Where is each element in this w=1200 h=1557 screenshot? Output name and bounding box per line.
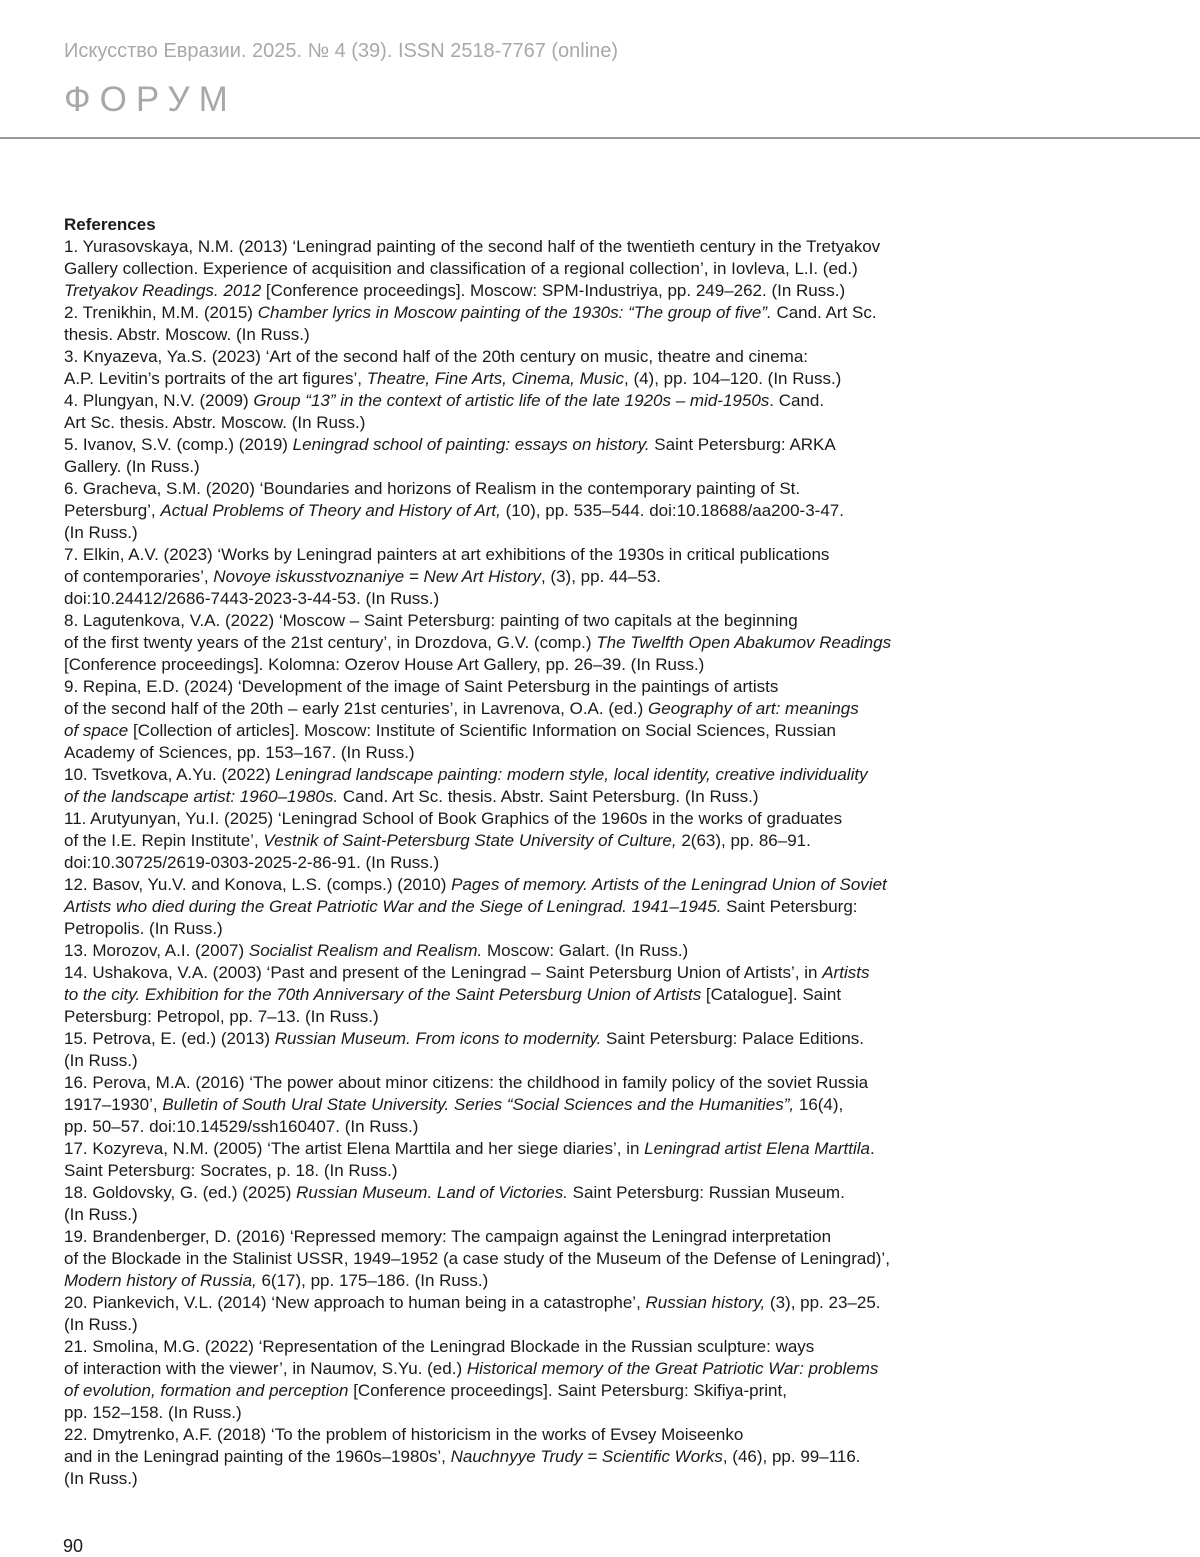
references-heading: References	[64, 215, 156, 234]
reference-item	[64, 940, 964, 962]
reference-text: 18. Goldovsky, G. (ed.) (2025)	[64, 1183, 297, 1202]
reference-item	[64, 544, 964, 610]
reference-item	[64, 478, 964, 544]
reference-title-italic: Chamber lyrics in Moscow painting of the 1930s: “The group of five”.	[257, 303, 772, 322]
reference-text: 19. Brandenberger, D. (2016) ‘Repressed memory: The campaign against the Leningrad interpretation of the Blockade in the Stalinist USSR, 1949–1952 (a case study of the Museum of the Defense of Leningrad)’,	[64, 1227, 890, 1268]
reference-text: 20. Piankevich, V.L. (2014) ‘New approach to human being in a catastrophe’,	[64, 1293, 646, 1312]
reference-text: , (4), pp. 104–120. (In Russ.)	[624, 369, 842, 388]
reference-title-italic: Historical memory of the Great Patriotic War: problems of evolution, formation and perception	[64, 1359, 879, 1400]
reference-item	[64, 874, 964, 940]
reference-text: 15. Petrova, E. (ed.) (2013)	[64, 1029, 275, 1048]
reference-title-italic: Leningrad artist Elena Marttila	[644, 1139, 870, 1158]
reference-text: 6. Gracheva, S.M. (2020) ‘Boundaries and horizons of Realism in the contemporary painting of St. Petersburg’,	[64, 479, 801, 520]
header-divider	[0, 137, 1200, 139]
reference-text: [Catalogue]. Saint Petersburg: Petropol, pp. 7–13. (In Russ.)	[64, 985, 842, 1026]
reference-text: 16. Perova, M.A. (2016) ‘The power about minor citizens: the childhood in family policy of the soviet Russia 1917–1930’,	[64, 1073, 869, 1114]
reference-text: 5. Ivanov, S.V. (comp.) (2019)	[64, 435, 293, 454]
reference-title-italic: Actual Problems of Theory and History of Art,	[160, 501, 501, 520]
reference-title-italic: Theatre, Fine Arts, Cinema, Music	[366, 369, 624, 388]
reference-item	[64, 808, 964, 874]
reference-text: 11. Arutyunyan, Yu.I. (2025) ‘Leningrad School of Book Graphics of the 1960s in the works of graduates of the I.E. Repin Institute’,	[64, 809, 843, 850]
section-title: ФОРУМ	[64, 80, 237, 119]
reference-list	[64, 236, 964, 1490]
reference-item	[64, 1292, 964, 1336]
reference-item	[64, 346, 964, 390]
reference-text: Saint Petersburg: Russian Museum. (In Russ.)	[64, 1183, 845, 1224]
reference-title-italic: Nauchnyye Trudy = Scientific Works	[450, 1447, 723, 1466]
reference-item	[64, 676, 964, 764]
reference-title-italic: Bulletin of South Ural State University. Series “Social Sciences and the Humanities”,	[162, 1095, 795, 1114]
reference-text: 21. Smolina, M.G. (2022) ‘Representation of the Leningrad Blockade in the Russian sculpture: ways of interaction with the viewer’, in Naumov, S.Yu. (ed.)	[64, 1337, 815, 1378]
reference-text: , (46), pp. 99–116. (In Russ.)	[64, 1447, 861, 1488]
reference-item	[64, 302, 964, 346]
reference-title-italic: The Twelfth Open Abakumov Readings	[596, 633, 892, 652]
reference-item	[64, 1182, 964, 1226]
reference-text: 2. Trenikhin, M.M. (2015)	[64, 303, 258, 322]
journal-header: Искусство Евразии. 2025. № 4 (39). ISSN 2518-7767 (online)	[64, 40, 619, 62]
reference-text: 12. Basov, Yu.V. and Konova, L.S. (comps.) (2010)	[64, 875, 452, 894]
reference-item	[64, 1072, 964, 1138]
reference-text: 10. Tsvetkova, A.Yu. (2022)	[64, 765, 276, 784]
reference-text: [Collection of articles]. Moscow: Institute of Scientific Information on Social Sciences, Russian Academy of Sciences, pp. 153–167. (In Russ.)	[64, 721, 836, 762]
reference-text: Cand. Art Sc. thesis. Abstr. Saint Petersburg. (In Russ.)	[338, 787, 759, 806]
reference-text: Saint Petersburg: ARKA Gallery. (In Russ.)	[64, 435, 836, 476]
reference-item	[64, 1336, 964, 1424]
reference-text: [Conference proceedings]. Moscow: SPM-Industriya, pp. 249–262. (In Russ.)	[261, 281, 846, 300]
reference-text: 3. Knyazeva, Ya.S. (2023) ‘Art of the second half of the 20th century on music, theatre and cinema: A.P. Levitin’s portraits of the art figures’,	[64, 347, 809, 388]
reference-title-italic: Russian Museum. From icons to modernity.	[274, 1029, 602, 1048]
reference-title-italic: Russian Museum. Land of Victories.	[296, 1183, 568, 1202]
reference-text: , (3), pp. 44–53. doi:10.24412/2686-7443-2023-3-44-53. (In Russ.)	[64, 567, 662, 608]
reference-title-italic: Leningrad landscape painting: modern style, local identity, creative individuality of the landscape artist: 1960–1980s.	[64, 765, 868, 806]
reference-title-italic: Pages of memory. Artists of the Leningrad Union of Soviet Artists who died during the Great Patriotic War and the Siege of Leningrad. 1941–1945.	[64, 875, 887, 916]
reference-text: [Conference proceedings]. Kolomna: Ozerov House Art Gallery, pp. 26–39. (In Russ.)	[64, 655, 705, 674]
reference-text: 4. Plungyan, N.V. (2009)	[64, 391, 254, 410]
reference-title-italic: Russian history,	[645, 1293, 766, 1312]
reference-text: 1. Yurasovskaya, N.M. (2013) ‘Leningrad painting of the second half of the twentieth century in the Tretyakov Gallery collection. Experience of acquisition and classification of a regional collection’, in Iovleva, L.I. (ed.)	[64, 237, 881, 278]
reference-text: 7. Elkin, A.V. (2023) ‘Works by Leningrad painters at art exhibitions of the 1930s in critical publications of contemporaries’,	[64, 545, 830, 586]
reference-item	[64, 434, 964, 478]
reference-text: 6(17), pp. 175–186. (In Russ.)	[256, 1271, 489, 1290]
reference-text: . Saint Petersburg: Socrates, p. 18. (In Russ.)	[64, 1139, 875, 1180]
reference-title-italic: Tretyakov Readings. 2012	[64, 281, 262, 300]
reference-text: Saint Petersburg: Petropolis. (In Russ.)	[64, 897, 858, 938]
reference-item	[64, 962, 964, 1028]
reference-text: 16(4), pp. 50–57. doi:10.14529/ssh160407. (In Russ.)	[64, 1095, 844, 1136]
reference-item	[64, 764, 964, 808]
reference-text: 17. Kozyreva, N.M. (2005) ‘The artist Elena Marttila and her siege diaries’, in	[64, 1139, 645, 1158]
reference-title-italic: Geography of art: meanings of space	[64, 699, 859, 740]
reference-text: 13. Morozov, A.I. (2007)	[64, 941, 249, 960]
reference-text: (3), pp. 23–25. (In Russ.)	[64, 1293, 881, 1334]
page-number: 90	[63, 1536, 84, 1556]
reference-text: . Cand. Art Sc. thesis. Abstr. Moscow. (In Russ.)	[64, 391, 825, 432]
reference-item	[64, 1226, 964, 1292]
reference-item	[64, 1424, 964, 1490]
reference-item	[64, 1138, 964, 1182]
reference-text: [Conference proceedings]. Saint Petersburg: Skifiya-print, pp. 152–158. (In Russ.)	[64, 1381, 787, 1422]
reference-title-italic: Leningrad school of painting: essays on history.	[292, 435, 650, 454]
reference-text: Cand. Art Sc. thesis. Abstr. Moscow. (In Russ.)	[64, 303, 877, 344]
reference-text: (10), pp. 535–544. doi:10.18688/aa200-3-47. (In Russ.)	[64, 501, 844, 542]
reference-text: 8. Lagutenkova, V.A. (2022) ‘Moscow – Saint Petersburg: painting of two capitals at the beginning of the first twenty years of the 21st century’, in Drozdova, G.V. (comp.)	[64, 611, 798, 652]
reference-title-italic: Group “13” in the context of artistic life of the late 1920s – mid-1950s	[253, 391, 770, 410]
references-section	[64, 214, 964, 1490]
reference-title-italic: Vestnik of Saint-Petersburg State University of Culture,	[263, 831, 677, 850]
reference-item	[64, 1028, 964, 1072]
reference-title-italic: Novoye iskusstvoznaniye = New Art History	[213, 567, 541, 586]
reference-text: Saint Petersburg: Palace Editions. (In Russ.)	[64, 1029, 864, 1070]
reference-text: 22. Dmytrenko, A.F. (2018) ‘To the problem of historicism in the works of Evsey Moiseenko and in the Leningrad painting of the 1960s–1980s’,	[64, 1425, 744, 1466]
reference-text: 9. Repina, E.D. (2024) ‘Development of the image of Saint Petersburg in the paintings of artists of the second half of the 20th – early 21st centuries’, in Lavrenova, O.A. (ed.)	[64, 677, 779, 718]
reference-text: 2(63), pp. 86–91. doi:10.30725/2619-0303-2025-2-86-91. (In Russ.)	[64, 831, 811, 872]
reference-item	[64, 390, 964, 434]
reference-text: 14. Ushakova, V.A. (2003) ‘Past and present of the Leningrad – Saint Petersburg Union of Artists’, in	[64, 963, 823, 982]
reference-text: Moscow: Galart. (In Russ.)	[482, 941, 689, 960]
reference-title-italic: Socialist Realism and Realism.	[248, 941, 483, 960]
reference-item	[64, 236, 964, 302]
reference-title-italic: Artists to the city. Exhibition for the 70th Anniversary of the Saint Petersburg Union of Artists	[64, 963, 870, 1004]
reference-title-italic: Modern history of Russia,	[64, 1271, 257, 1290]
reference-item	[64, 610, 964, 676]
